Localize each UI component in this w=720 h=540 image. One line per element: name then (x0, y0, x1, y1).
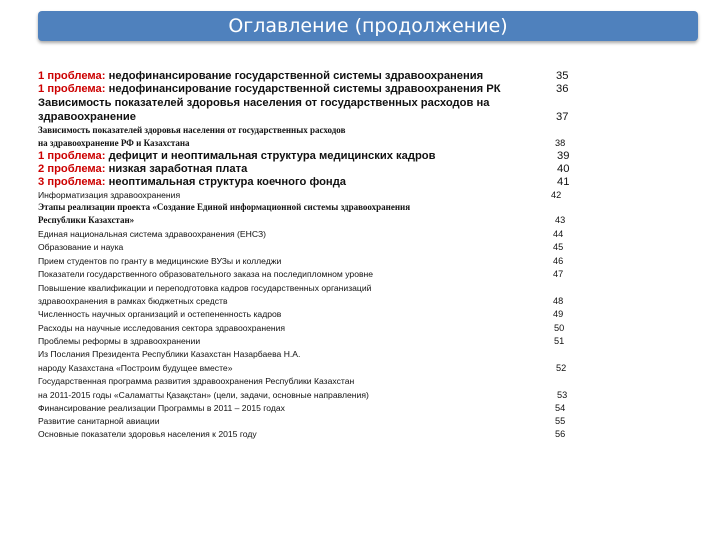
toc-entry[interactable]: Расходы на научные исследования сектора здравоохранения (38, 323, 286, 333)
page-number: 54 (555, 403, 566, 413)
toc-entry[interactable] (38, 150, 436, 163)
slide-title: Оглавление (продолжение) (38, 11, 698, 41)
toc-entry-text: дефицит и неоптимальная структура медицинских кадров (105, 150, 436, 162)
page-number: 49 (553, 309, 564, 319)
problem-label: 2 проблема: (38, 163, 106, 175)
toc-entry[interactable]: Этапы реализации проекта «Создание Единой информационной системы здравоохранения (38, 202, 411, 212)
toc-entry[interactable]: Финансирование реализации Программы в 2011 – 2015 годах (38, 403, 285, 413)
page-number: 35 (556, 70, 569, 82)
page-number: 56 (555, 429, 566, 439)
toc-entry[interactable]: Повышение квалификации и переподготовка кадров государственных организаций (38, 283, 372, 293)
toc-entry[interactable]: Прием студентов по гранту в медицинские ВУЗы и колледжи (38, 256, 282, 266)
toc-entry[interactable] (38, 176, 346, 189)
problem-label: 3 проблема: (38, 176, 106, 188)
toc-entry[interactable] (38, 70, 483, 83)
toc-entry-continuation: здравоохранения в рамках бюджетных средств (38, 296, 228, 306)
page-number: 52 (556, 363, 567, 373)
page-number: 37 (556, 111, 569, 123)
toc-entry[interactable]: Основные показатели здоровья населения к 2015 году (38, 429, 257, 439)
toc-entry-text: недофинансирование государственной системы здравоохранения (105, 70, 484, 82)
toc-entry[interactable]: Развитие санитарной авиации (38, 416, 160, 426)
toc-entry[interactable] (38, 163, 247, 176)
toc-entry[interactable]: Государственная программа развития здравоохранения Республики Казахстан (38, 376, 355, 386)
toc-entry-continuation: здравоохранение (38, 111, 136, 123)
page-number: 50 (554, 323, 565, 333)
problem-label: 1 проблема: (38, 150, 106, 162)
page-number: 38 (555, 138, 566, 148)
page-number: 43 (555, 215, 566, 225)
toc-entry[interactable]: Единая национальная система здравоохранения (ЕНСЗ) (38, 229, 266, 239)
page-number: 45 (553, 242, 564, 252)
page-number: 47 (553, 269, 564, 279)
toc-entry-continuation: на 2011-2015 годы «Саламатты Қазақстан» (цели, задачи, основные направления) (38, 390, 369, 400)
toc-entry-text: низкая заработная плата (105, 163, 248, 175)
page-number: 42 (551, 190, 562, 200)
page-number: 40 (557, 163, 570, 175)
page-number: 36 (556, 83, 569, 95)
toc-entry[interactable]: Из Послания Президента Республики Казахстан Назарбаева Н.А. (38, 349, 301, 359)
page-number: 48 (553, 296, 564, 306)
toc-entry-text: неоптимальная структура коечного фонда (105, 176, 347, 188)
toc-entry[interactable]: Проблемы реформы в здравоохранении (38, 336, 201, 346)
toc-entry-continuation: Республики Казахстан» (38, 215, 135, 225)
toc-entry[interactable]: Зависимость показателей здоровья населения от государственных расходов на (38, 97, 490, 109)
page-number: 46 (553, 256, 564, 266)
toc-entry[interactable]: Образование и наука (38, 242, 124, 252)
page-number: 41 (557, 176, 570, 188)
toc-entry[interactable]: Информатизация здравоохранения (38, 190, 181, 200)
toc-entry-continuation: на здравоохранение РФ и Казахстана (38, 138, 190, 148)
toc-entry[interactable]: Численность научных организаций и остепененность кадров (38, 309, 282, 319)
page-number: 44 (553, 229, 564, 239)
page-number: 51 (554, 336, 565, 346)
toc-entry[interactable] (38, 83, 501, 96)
page-number: 39 (557, 150, 570, 162)
toc-entry-text: недофинансирование государственной системы здравоохранения РК (105, 83, 501, 95)
toc-entry[interactable]: Зависимость показателей здоровья населения от государственных расходов (38, 125, 346, 135)
problem-label: 1 проблема: (38, 70, 106, 82)
toc-entry[interactable]: Показатели государственного образовательного заказа на последипломном уровне (38, 269, 374, 279)
page-number: 53 (557, 390, 568, 400)
page-number: 55 (555, 416, 566, 426)
toc-entry-continuation: народу Казахстана «Построим будущее вместе» (38, 363, 233, 373)
problem-label: 1 проблема: (38, 83, 106, 95)
